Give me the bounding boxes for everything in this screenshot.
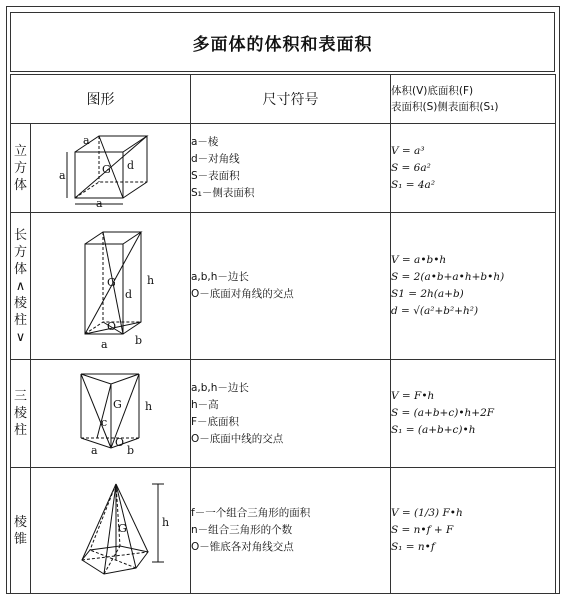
header-formulas-line1: 体积(V)底面积(F): [391, 85, 474, 97]
cuboid-label-a: a: [100, 338, 108, 351]
prism-label-a: a: [90, 443, 98, 457]
formula-table: [10, 74, 556, 594]
header-symbols: 尺寸符号: [191, 75, 391, 124]
cube-label-a-left: a: [58, 169, 66, 182]
pyramid-label-g: G: [117, 521, 127, 535]
cube-label-d: d: [126, 159, 134, 172]
pyramid-formulas: V = (1/3) F•h S = n•f + F S₁ = n•f: [391, 468, 556, 594]
cuboid-label-o: O: [106, 320, 116, 333]
header-row: [11, 75, 556, 124]
cuboid-figure: [31, 213, 191, 360]
header-formulas-line2: 表面积(S)侧表面积(S₁): [391, 101, 499, 113]
pyramid-label-h: h: [161, 515, 169, 529]
triangular-prism-diagram: [51, 362, 171, 462]
row-cuboid: [11, 213, 556, 360]
row-label-triangular-prism: 三 棱 柱: [11, 360, 31, 468]
cube-label-g: G: [101, 163, 111, 176]
cuboid-label-g: G: [106, 276, 116, 289]
cuboid-label-h: h: [146, 274, 154, 287]
page-title: 多面体的体积和表面积: [10, 12, 555, 72]
triangular-prism-formulas: V = F•h S = (a+b+c)•h+2F S₁ = (a+b+c)•h: [391, 360, 556, 468]
prism-label-c: c: [100, 415, 107, 429]
cube-label-a-bottom: a: [95, 197, 103, 208]
triangular-prism-figure: [31, 360, 191, 468]
triangular-prism-symbols: a,b,h－边长 h－高 F－底面积 O－底面中线的交点: [191, 360, 391, 468]
prism-label-h: h: [144, 399, 152, 413]
cube-label-a-top: a: [82, 134, 90, 147]
pyramid-diagram: [46, 470, 176, 588]
row-label-pyramid: 棱 锥: [11, 468, 31, 594]
pyramid-symbols: f－一个组合三角形的面积 n－组合三角形的个数 O－锥底各对角线交点: [191, 468, 391, 594]
header-formulas: [391, 75, 556, 124]
cube-figure: [31, 124, 191, 213]
cube-diagram: [51, 124, 171, 208]
pyramid-figure: [31, 468, 191, 594]
row-label-cuboid: 长 方 体 ∧ 棱 柱 ∨: [11, 213, 31, 360]
row-label-cube: 立 方 体: [11, 124, 31, 213]
prism-label-o: O: [114, 435, 124, 449]
prism-label-g: G: [112, 397, 122, 411]
cuboid-symbols: a,b,h－边长 O－底面对角线的交点: [191, 213, 391, 360]
row-triangular-prism: [11, 360, 556, 468]
header-figure: 图形: [11, 75, 191, 124]
cuboid-diagram: [51, 214, 171, 354]
row-cube: [11, 124, 556, 213]
cuboid-label-b: b: [134, 334, 142, 347]
cuboid-formulas: V = a•b•h S = 2(a•b+a•h+b•h) S1 = 2h(a+b) d = √(a²+b²+h²): [391, 213, 556, 360]
cube-formulas: V = a³ S = 6a² S₁ = 4a²: [391, 124, 556, 213]
row-pyramid: [11, 468, 556, 594]
cube-symbols: a－棱 d－对角线 S－表面积 S₁－侧表面积: [191, 124, 391, 213]
prism-label-b: b: [126, 443, 134, 457]
cuboid-label-d: d: [124, 288, 132, 301]
